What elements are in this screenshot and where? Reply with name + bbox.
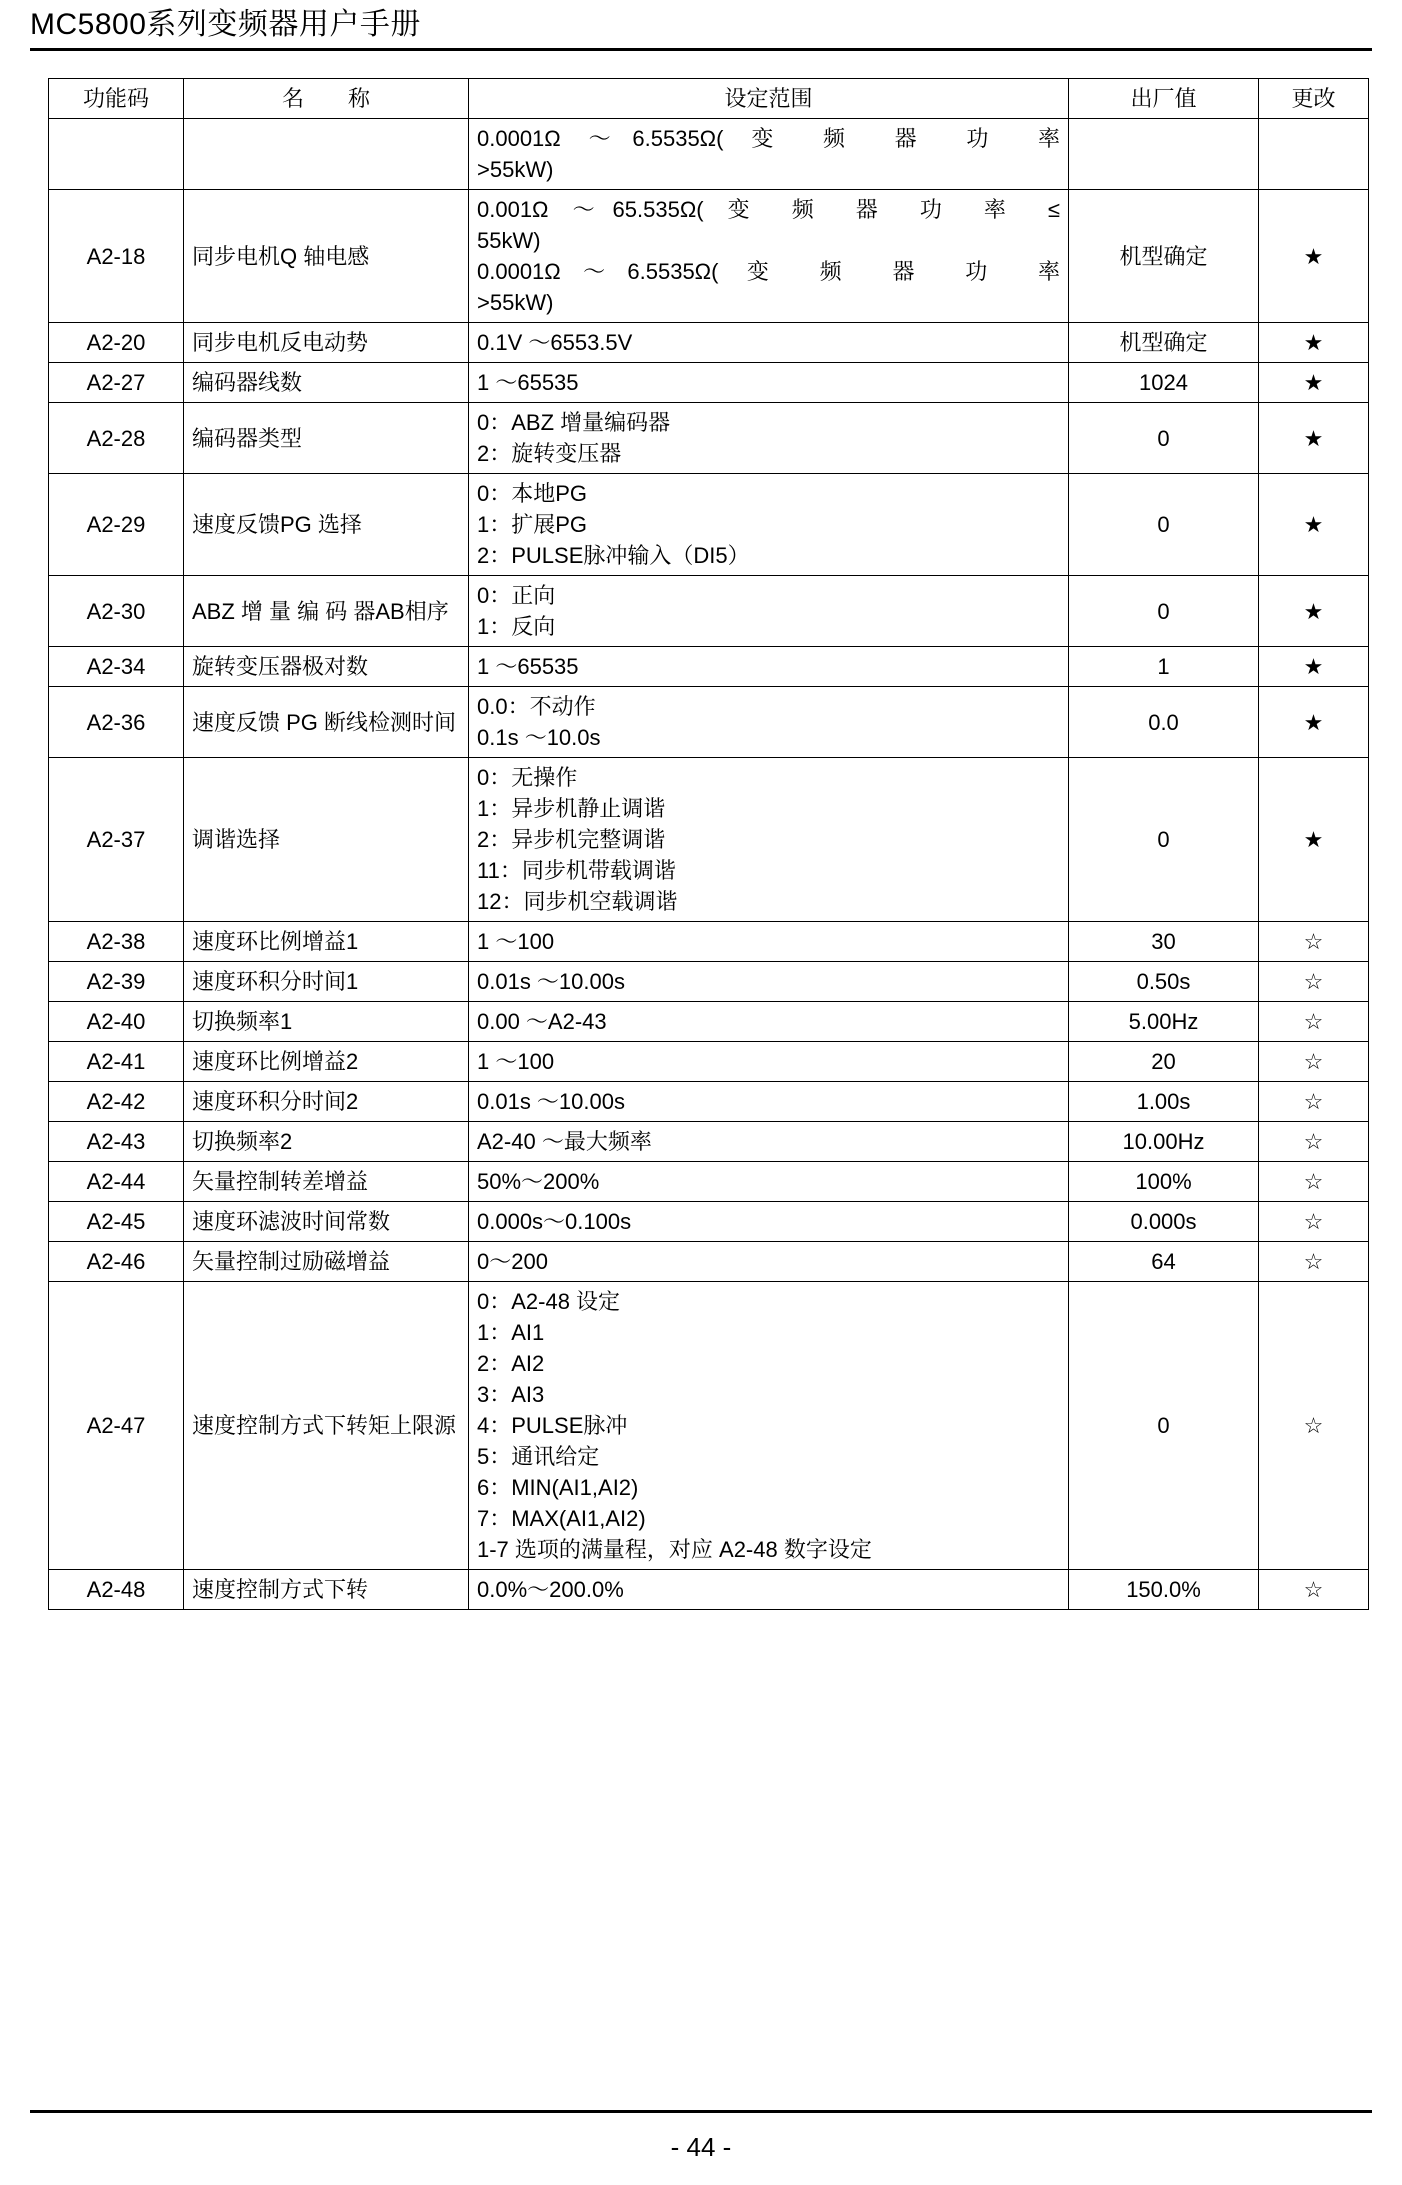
cell-code: A2-38 [49,922,184,962]
cell-change: ☆ [1259,1042,1369,1082]
range-line: >55kW) [477,157,554,182]
range-line: 0.1V ～6553.5V [477,330,633,355]
range-line: 2：AI2 [477,1351,545,1376]
range-line: 1：扩展PG [477,512,588,537]
cell-factory: 0 [1069,474,1259,576]
cell-factory: 10.00Hz [1069,1122,1259,1162]
range-line: 0.001Ω ～65.535Ω( 变 频 器 功 率 ≤ [477,197,1060,222]
page-header [30,6,1372,54]
cell-change: ★ [1259,403,1369,474]
cell-change: ★ [1259,687,1369,758]
cell-name: 速度环积分时间2 [184,1082,469,1122]
cell-change: ★ [1259,190,1369,323]
range-line: 0.0001Ω～6.5535Ω( 变 频 器 功 率 [477,259,1060,284]
range-line: 1：反向 [477,614,556,639]
cell-factory: 0 [1069,576,1259,647]
footer-divider [30,2110,1372,2113]
cell-name: ABZ 增 量 编 码 器AB相序 [184,576,469,647]
table-header-row [49,79,1369,119]
cell-name: 速度环比例增益1 [184,922,469,962]
cell-name: 旋转变压器极对数 [184,647,469,687]
cell-code: A2-36 [49,687,184,758]
cell-change: ☆ [1259,1570,1369,1610]
cell-code: A2-48 [49,1570,184,1610]
range-line: 0：正向 [477,583,556,608]
table-row [49,403,1369,474]
cell-range [469,119,1069,190]
cell-range [469,1282,1069,1570]
cell-code: A2-37 [49,758,184,922]
header-factory-value: 出厂值 [1069,79,1259,119]
table-row [49,1002,1369,1042]
cell-name: 速度反馈PG 选择 [184,474,469,576]
cell-code: A2-45 [49,1202,184,1242]
range-line: 1：AI1 [477,1320,545,1345]
page-number: - 44 - [670,2132,732,2162]
cell-name: 速度控制方式下转矩上限源 [184,1282,469,1570]
range-line: 2：PULSE脉冲输入（DI5） [477,543,750,568]
cell-range [469,758,1069,922]
cell-range [469,1242,1069,1282]
range-line: 12：同步机空载调谐 [477,889,678,914]
table-row [49,962,1369,1002]
cell-code: A2-29 [49,474,184,576]
table-row [49,323,1369,363]
table-body [49,119,1369,1610]
cell-change: ★ [1259,576,1369,647]
cell-code: A2-41 [49,1042,184,1082]
cell-name: 同步电机反电动势 [184,323,469,363]
cell-factory [1069,119,1259,190]
cell-name: 编码器类型 [184,403,469,474]
cell-factory: 0.50s [1069,962,1259,1002]
cell-range [469,647,1069,687]
range-line: 0：A2-48 设定 [477,1289,621,1314]
cell-change: ☆ [1259,1162,1369,1202]
table-row [49,474,1369,576]
cell-code [49,119,184,190]
table-row [49,1570,1369,1610]
cell-code: A2-47 [49,1282,184,1570]
cell-range [469,1162,1069,1202]
range-line: 6：MIN(AI1,AI2) [477,1475,639,1500]
range-line: 1 ～65535 [477,654,579,679]
range-line: 1-7 选项的满量程，对应 A2-48 数字设定 [477,1537,872,1562]
cell-change: ☆ [1259,1082,1369,1122]
cell-range [469,1082,1069,1122]
cell-code: A2-42 [49,1082,184,1122]
cell-name: 矢量控制转差增益 [184,1162,469,1202]
range-line: 0.01s ～10.00s [477,969,625,994]
cell-code: A2-43 [49,1122,184,1162]
range-line: 1 ～100 [477,1049,555,1074]
cell-change: ☆ [1259,1282,1369,1570]
range-line: 0.00 ～A2-43 [477,1009,607,1034]
cell-factory: 20 [1069,1042,1259,1082]
cell-range [469,403,1069,474]
cell-range [469,1042,1069,1082]
range-line: 5：通讯给定 [477,1444,600,1469]
table-row [49,1282,1369,1570]
parameter-table [48,78,1369,1610]
cell-factory: 0 [1069,403,1259,474]
parameter-table-container [48,78,1368,1610]
manual-title: MC5800系列变频器用户手册 [30,8,421,41]
cell-factory: 1024 [1069,363,1259,403]
range-line: 1：异步机静止调谐 [477,796,666,821]
cell-factory: 0 [1069,1282,1259,1570]
cell-name: 速度环积分时间1 [184,962,469,1002]
cell-range [469,190,1069,323]
cell-factory: 64 [1069,1242,1259,1282]
cell-name: 切换频率2 [184,1122,469,1162]
table-row [49,922,1369,962]
table-row [49,1162,1369,1202]
cell-code: A2-30 [49,576,184,647]
cell-range [469,363,1069,403]
cell-range [469,687,1069,758]
range-line: 50%～200% [477,1169,600,1194]
range-line: 0～200 [477,1249,548,1274]
cell-code: A2-40 [49,1002,184,1042]
cell-factory: 0.000s [1069,1202,1259,1242]
cell-change: ☆ [1259,1122,1369,1162]
range-line: 0.0：不动作 [477,694,596,719]
cell-name: 速度反馈 PG 断线检测时间 [184,687,469,758]
cell-code: A2-28 [49,403,184,474]
cell-range [469,1202,1069,1242]
cell-factory: 0 [1069,758,1259,922]
cell-change: ☆ [1259,962,1369,1002]
table-row [49,190,1369,323]
cell-name [184,119,469,190]
range-line: 0.000s～0.100s [477,1209,632,1234]
cell-range [469,1122,1069,1162]
table-row [49,687,1369,758]
range-line: 1 ～100 [477,929,555,954]
cell-change: ★ [1259,647,1369,687]
range-line: 0.1s ～10.0s [477,725,601,750]
header-function-code: 功能码 [49,79,184,119]
table-row [49,1082,1369,1122]
range-line: 0：本地PG [477,481,588,506]
cell-factory: 1.00s [1069,1082,1259,1122]
table-row [49,1202,1369,1242]
table-row [49,1122,1369,1162]
cell-factory: 0.0 [1069,687,1259,758]
cell-code: A2-44 [49,1162,184,1202]
table-row [49,576,1369,647]
range-line: 11：同步机带载调谐 [477,858,676,883]
cell-factory: 100% [1069,1162,1259,1202]
range-line: 0：无操作 [477,765,578,790]
range-line: 3：AI3 [477,1382,545,1407]
cell-change: ☆ [1259,1002,1369,1042]
range-line: 0.0%～200.0% [477,1577,624,1602]
range-line: 2：旋转变压器 [477,441,622,466]
cell-code: A2-39 [49,962,184,1002]
table-row [49,1042,1369,1082]
cell-factory: 30 [1069,922,1259,962]
cell-range [469,922,1069,962]
cell-change: ★ [1259,323,1369,363]
cell-range [469,1570,1069,1610]
cell-change: ☆ [1259,1242,1369,1282]
cell-name: 同步电机Q 轴电感 [184,190,469,323]
table-row [49,363,1369,403]
cell-range [469,576,1069,647]
cell-name: 调谐选择 [184,758,469,922]
cell-code: A2-34 [49,647,184,687]
range-line: 55kW) [477,228,541,253]
cell-code: A2-27 [49,363,184,403]
range-line: >55kW) [477,290,554,315]
range-line: 4：PULSE脉冲 [477,1413,628,1438]
cell-range [469,474,1069,576]
cell-change: ☆ [1259,1202,1369,1242]
range-line: 1 ～65535 [477,370,579,395]
cell-change [1259,119,1369,190]
range-line: 2：异步机完整调谐 [477,827,666,852]
header-name: 名 称 [184,79,469,119]
range-line: 0.0001Ω ～6.5535Ω( 变 频 器 功 率 [477,126,1060,151]
cell-name: 矢量控制过励磁增益 [184,1242,469,1282]
table-row [49,1242,1369,1282]
cell-factory: 机型确定 [1069,190,1259,323]
range-line: A2-40 ～最大频率 [477,1129,652,1154]
cell-factory: 150.0% [1069,1570,1259,1610]
cell-name: 速度环比例增益2 [184,1042,469,1082]
cell-name: 编码器线数 [184,363,469,403]
cell-code: A2-20 [49,323,184,363]
cell-change: ★ [1259,363,1369,403]
cell-change: ★ [1259,474,1369,576]
table-row [49,758,1369,922]
cell-name: 速度控制方式下转 [184,1570,469,1610]
cell-name: 速度环滤波时间常数 [184,1202,469,1242]
cell-code: A2-46 [49,1242,184,1282]
cell-change: ★ [1259,758,1369,922]
cell-range [469,323,1069,363]
table-row [49,119,1369,190]
cell-factory: 机型确定 [1069,323,1259,363]
cell-change: ☆ [1259,922,1369,962]
cell-code: A2-18 [49,190,184,323]
cell-factory: 1 [1069,647,1259,687]
table-row [49,647,1369,687]
header-divider [30,48,1372,51]
range-line: 7：MAX(AI1,AI2) [477,1506,646,1531]
header-setting-range: 设定范围 [469,79,1069,119]
cell-range [469,1002,1069,1042]
range-line: 0.01s ～10.00s [477,1089,625,1114]
cell-factory: 5.00Hz [1069,1002,1259,1042]
header-change: 更改 [1259,79,1369,119]
cell-name: 切换频率1 [184,1002,469,1042]
cell-range [469,962,1069,1002]
range-line: 0：ABZ 增量编码器 [477,410,671,435]
